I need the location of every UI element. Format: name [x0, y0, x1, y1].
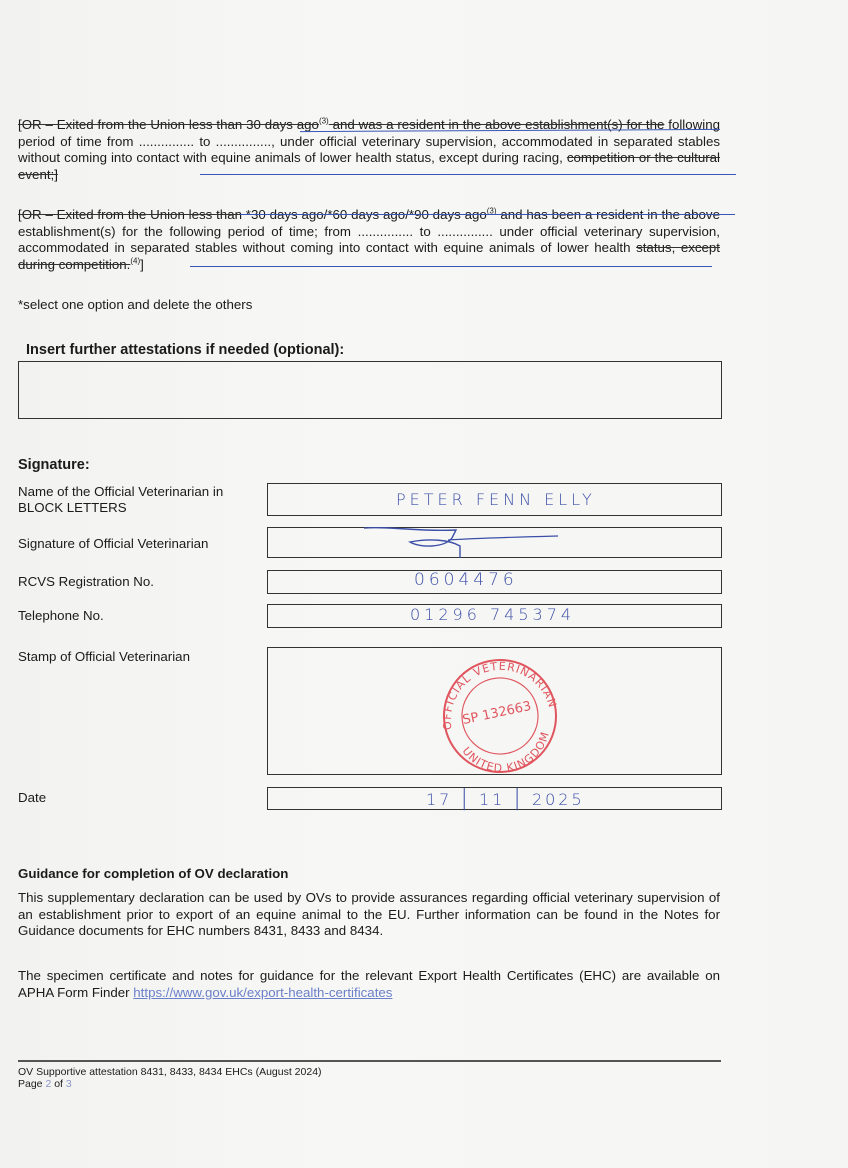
phone-label: Telephone No.	[18, 608, 104, 623]
svg-text:UNITED KINGDOM: UNITED KINGDOM	[459, 729, 553, 776]
phone-handwritten: 01296 745374	[410, 605, 576, 624]
stamp-number: SP 132663	[461, 698, 533, 729]
clause-1-body: following period of time from ............... to ..............., under official veterinary supervision, accommodated in separated stables without coming into contact with equine animals of lower health status, except during racing,	[18, 117, 720, 165]
date-handwritten: 17 | 11 | 2025	[426, 786, 585, 811]
footer-rule	[18, 1060, 721, 1062]
clause-option-2	[18, 207, 720, 273]
date-year: 2025	[531, 790, 585, 809]
signature-label: Signature of Official Veterinarian	[18, 536, 209, 551]
footer	[18, 1066, 322, 1090]
clause-2-close: ]	[140, 256, 144, 272]
further-attestations-box[interactable]	[18, 361, 722, 419]
date-day: 17	[426, 790, 453, 809]
page-number	[18, 1078, 322, 1090]
date-label: Date	[18, 790, 47, 805]
date-month: 11	[478, 790, 506, 809]
further-attestations-heading: Insert further attestations if needed (optional):	[26, 342, 345, 358]
signature-heading: Signature:	[18, 457, 90, 473]
svg-text:OFFICIAL VETERINARIAN: OFFICIAL VETERINARIAN	[440, 659, 560, 731]
clause-1-struck-start: [OR – Exited from the Union less than 30 days ago	[18, 117, 319, 132]
clause-1-footnote-ref: (3)	[318, 116, 329, 126]
footer-title: OV Supportive attestation 8431, 8433, 8434 EHCs (August 2024)	[18, 1066, 322, 1078]
guidance-heading: Guidance for completion of OV declaration	[18, 866, 289, 881]
strike-pen-line	[200, 174, 736, 175]
clause-2-footnote-ref: (3)	[486, 206, 497, 216]
form-finder-link[interactable]: https://www.gov.uk/export-health-certificates	[133, 984, 393, 1000]
page-total: 3	[65, 1078, 72, 1090]
handwritten-signature	[360, 518, 570, 560]
strike-pen-line	[240, 214, 735, 215]
clause-2-footnote-ref-2: (4)	[130, 256, 141, 266]
clause-2-struck-start: [OR – Exited from the Union less than *30 days ago/*60 days ago/*90 days ago	[18, 207, 487, 222]
clause-1-last-line: competition or the cultural event;]	[18, 150, 720, 182]
guidance-paragraph-1: This supplementary declaration can be used by OVs to provide assurances regarding official veterinary supervision of an establishment prior to export of an equine animal to the EU. Further information can be found in the Notes for Guidance documents for EHC numbers 8431, 8433 and 8434.	[18, 890, 720, 938]
select-option-note: *select one option and delete the others	[18, 297, 253, 312]
guidance-paragraph-2	[18, 968, 720, 1001]
clause-1-struck-end: and was a resident in the above establishment(s) for the	[328, 117, 665, 132]
clause-2-struck-end: and has been a resident in the	[496, 207, 680, 222]
of-word: of	[54, 1078, 63, 1090]
guidance-paragraph-2-text: The specimen certificate and notes for guidance for the relevant Export Health Certificates (EHC) are available on APHA Form Finder	[18, 968, 720, 1000]
name-handwritten: PETER FENN ELLY	[396, 490, 596, 509]
rcvs-handwritten: 0604476	[414, 570, 518, 590]
page-current: 2	[45, 1078, 52, 1090]
name-label: Name of the Official Veterinarian in BLOCK LETTERS	[18, 484, 224, 515]
clause-2-body: above establishment(s) for the following period of time; from ............... to ............... under official veterinary supervision, accommodated in separated stables without coming into contact with equine animals of lower health	[18, 207, 720, 255]
rcvs-label: RCVS Registration No.	[18, 574, 154, 589]
stamp-label: Stamp of Official Veterinarian	[18, 649, 190, 664]
page-word: Page	[18, 1078, 43, 1090]
strike-pen-line	[190, 266, 712, 267]
clause-2-last-line: status, except during competition.	[18, 240, 720, 272]
